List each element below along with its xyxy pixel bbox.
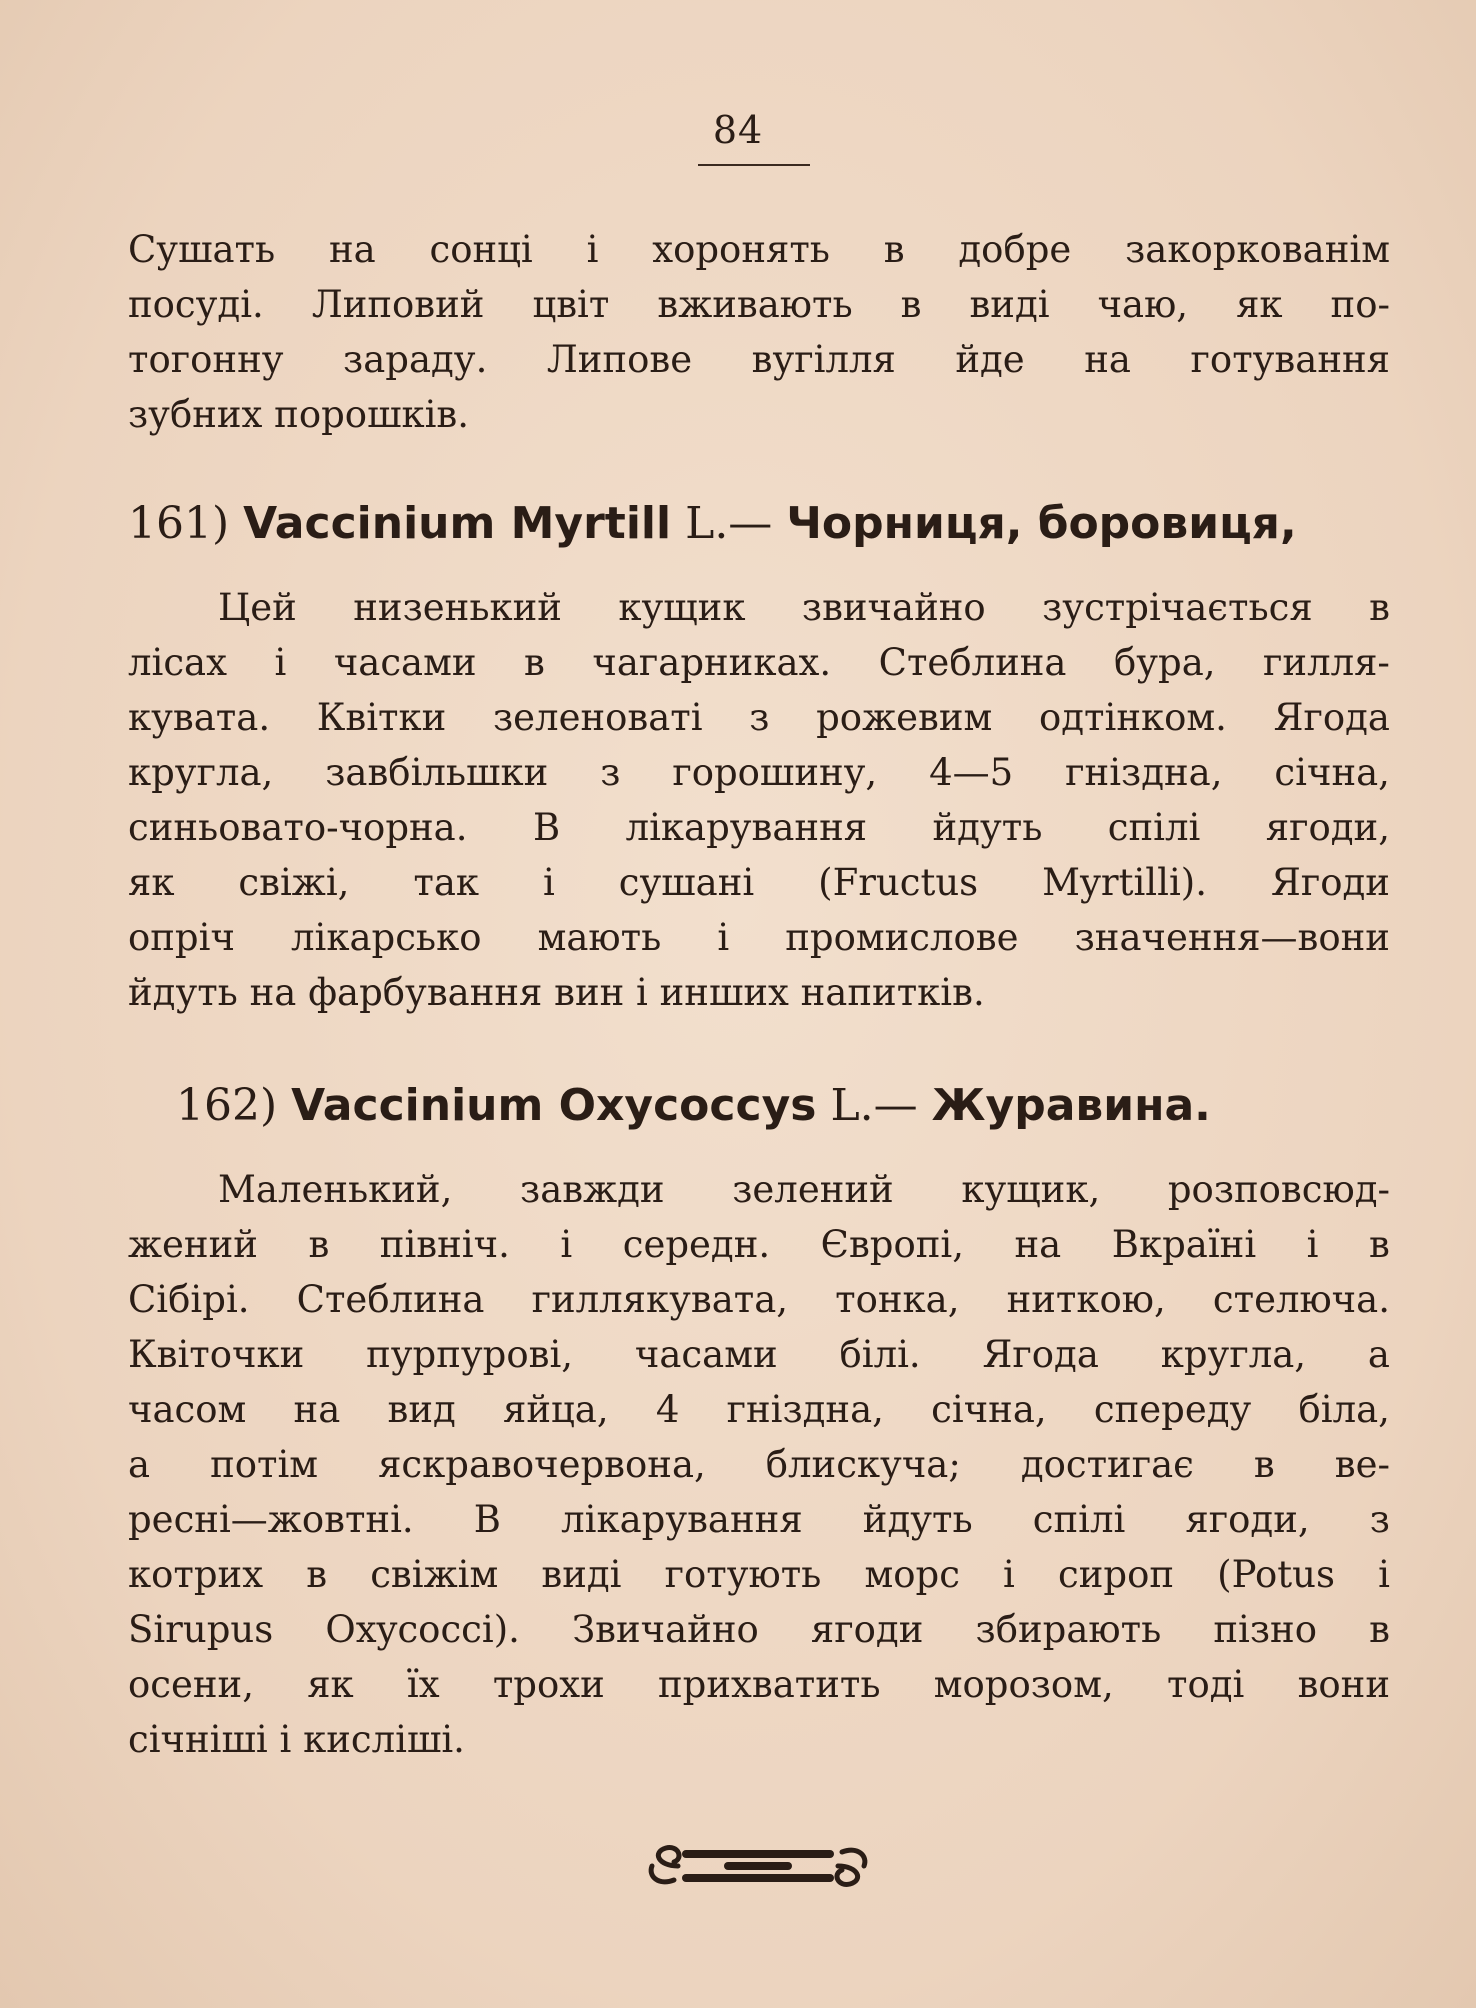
text-line: опріч лікарсько мають і промислове значення—вони — [128, 916, 1390, 959]
text-line: Сушать на сонці і хоронять в добре закоркованім — [128, 228, 1390, 271]
text-line: Квіточки пурпурові, часами білі. Ягода кругла, а — [128, 1333, 1390, 1376]
entry-162-body — [128, 1162, 1390, 1767]
text-line: кувата. Квітки зеленоваті з рожевим одтінком. Ягода — [128, 696, 1390, 739]
entry-162-heading — [176, 1078, 1211, 1134]
text-line: жений в північ. і середн. Європі, на Вкраїні і в — [128, 1223, 1390, 1266]
text-line: котрих в свіжім виді готують морс і сироп (Potus і — [128, 1553, 1390, 1596]
text-line: йдуть на фарбування вин і инших напитків. — [128, 971, 985, 1014]
entry-161-heading — [128, 496, 1297, 552]
ukrainian-name: Чорниця, боровиця, — [786, 498, 1297, 549]
author-abbrev: L.— — [685, 498, 773, 549]
text-line: посуді. Липовий цвіт вживають в виді чаю, як по- — [128, 283, 1390, 326]
text-line: Маленький, завжди зелений кущик, розповсюд- — [218, 1168, 1390, 1211]
entry-161-body — [128, 580, 1390, 1020]
page-number: 84 — [712, 108, 764, 152]
text-line: січніші і кисліші. — [128, 1718, 465, 1761]
text-line: Sirupus Oxycocci). Звичайно ягоди збирають пізно в — [128, 1608, 1390, 1651]
text-line: зубних порошків. — [128, 393, 470, 436]
latin-name: Vaccinium Oxycoccys — [291, 1080, 817, 1131]
text-line: а потім яскравочервона, блискуча; достигає в ве- — [128, 1443, 1390, 1486]
ukrainian-name: Журавина. — [931, 1080, 1211, 1131]
text-line: як свіжі, так і сушані (Fructus Myrtilli). Ягоди — [128, 861, 1390, 904]
text-line: синьовато-чорна. В лікарування йдуть спілі ягоди, — [128, 806, 1390, 849]
text-line: лісах і часами в чагарниках. Стеблина бура, гилля- — [128, 641, 1390, 684]
latin-name: Vaccinium Myrtill — [243, 498, 672, 549]
text-line: Сібірі. Стеблина гиллякувата, тонка, ниткою, стелюча. — [128, 1278, 1390, 1321]
text-line: Цей низенький кущик звичайно зустрічається в — [218, 586, 1390, 629]
text-line: кругла, завбільшки з горошину, 4—5 гніздна, січна, — [128, 751, 1390, 794]
text-line: тогонну зараду. Липове вугілля йде на готування — [128, 338, 1390, 381]
text-line: осени, як їх трохи прихватить морозом, тоді вони — [128, 1663, 1390, 1706]
text-line: ресні—жовтні. В лікарування йдуть спілі ягоди, з — [128, 1498, 1390, 1541]
ornament-icon — [638, 1836, 878, 1896]
entry-number: 161) — [128, 498, 230, 549]
author-abbrev: L.— — [830, 1080, 918, 1131]
text-line: часом на вид яйца, 4 гніздна, січна, спереду біла, — [128, 1388, 1390, 1431]
page-number-rule — [698, 164, 810, 166]
entry-number: 162) — [176, 1080, 278, 1131]
intro-paragraph — [128, 222, 1390, 442]
